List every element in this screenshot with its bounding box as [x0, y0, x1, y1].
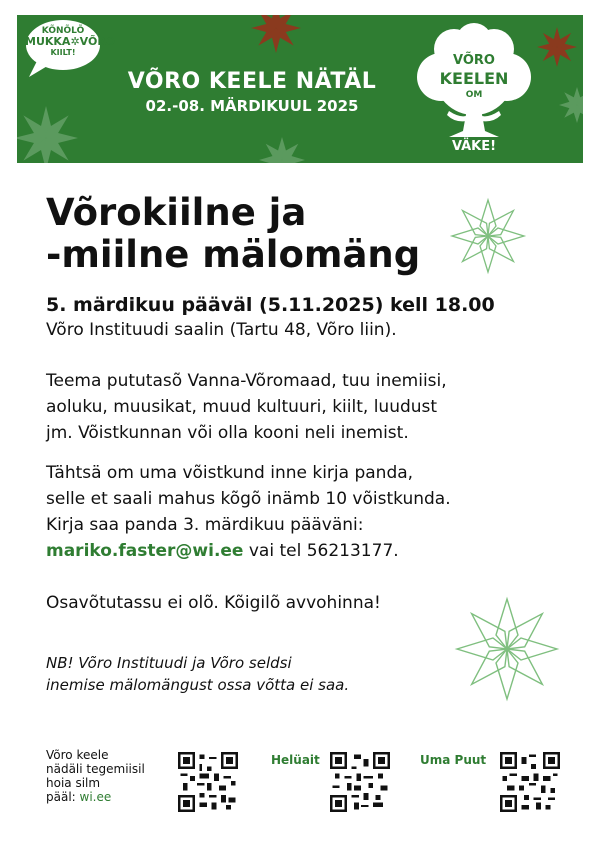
page-title [46, 192, 420, 276]
tree-icon [409, 19, 539, 159]
banner-title: VÕRO KEELE NÄTÄL [127, 69, 377, 94]
website-link[interactable]: wi.ee [79, 790, 112, 804]
star-ornament-icon [535, 25, 579, 69]
star-ornament-icon [257, 135, 307, 163]
tree-logo-line-3: OM [465, 90, 483, 100]
banner-dates: 02.-08. MÄRDIKUUL 2025 [145, 97, 359, 115]
text-line: hoia silm [46, 776, 101, 790]
tree-logo-line-4: VÄKE! [451, 139, 497, 154]
tree-logo-line-2: KEELEN [439, 69, 509, 88]
text-line: Tähtsä om uma võistkund inne kirja panda, [46, 463, 414, 483]
contact-phone: vai tel 56213177. [243, 541, 399, 561]
text-line [46, 790, 145, 804]
speak-voro-badge [23, 17, 116, 81]
text-line: Võro keele [46, 748, 109, 762]
text-line: nädäli tegemiisil [46, 762, 145, 776]
event-location: Võro Instituudi saalin (Tartu 48, Võro liin). [46, 320, 397, 340]
badge-line-1: KÕNÕLÕ [41, 26, 85, 36]
star-ornament-icon [17, 103, 81, 163]
contact-email-link[interactable]: mariko.faster@wi.ee [46, 541, 244, 561]
text-line: inemise mälomängust ossa võtta ei saa. [46, 676, 350, 694]
fee-paragraph: Osavõtutassu ei olõ. Kõigilõ avvohinna! [46, 593, 381, 613]
footer-prefix: pääl: [46, 790, 80, 804]
contact-line [46, 538, 451, 564]
registration-paragraph [46, 460, 451, 564]
text-line: Kirja saa panda 3. märdikuu pääväni: [46, 515, 364, 535]
snowflake-star-icon [452, 594, 562, 704]
qr-label-heluait: Helüait [271, 753, 320, 767]
star-ornament-icon [557, 85, 583, 125]
text-line: Teema pututasõ Vanna-Võromaad, tuu inemiisi, [46, 371, 447, 391]
text-line: jm. Võistkunnan või olla kooni neli inemist. [46, 423, 409, 443]
star-ornament-icon [249, 15, 303, 55]
title-line-1: Võrokiilne ja [46, 191, 307, 234]
snowflake-star-icon [448, 196, 528, 276]
footer-info [46, 748, 145, 804]
title-line-2: -miilne mälomäng [46, 233, 421, 276]
tree-logo [409, 19, 539, 159]
qr-code-icon[interactable] [178, 752, 238, 812]
badge-line-3: KIILT! [50, 48, 76, 57]
qr-code-icon[interactable] [500, 752, 560, 812]
qr-label-uma-puut: Uma Puut [420, 753, 487, 767]
badge-line-2: MUKKA✲VÕRO [25, 35, 116, 48]
text-line: aoluku, muusikat, muud kultuuri, kiilt, luudust [46, 397, 438, 417]
qr-code-icon[interactable] [330, 752, 390, 812]
text-line: NB! Võro Instituudi ja Võro seldsi [46, 654, 292, 672]
description-paragraph [46, 368, 447, 446]
text-line: selle et saali mahus kõgõ inämb 10 võistkunda. [46, 489, 451, 509]
note-text [46, 652, 349, 696]
event-date-time: 5. märdikuu pääväl (5.11.2025) kell 18.00 [46, 294, 495, 316]
event-banner [17, 15, 583, 163]
tree-logo-line-1: VÕRO [453, 53, 495, 68]
